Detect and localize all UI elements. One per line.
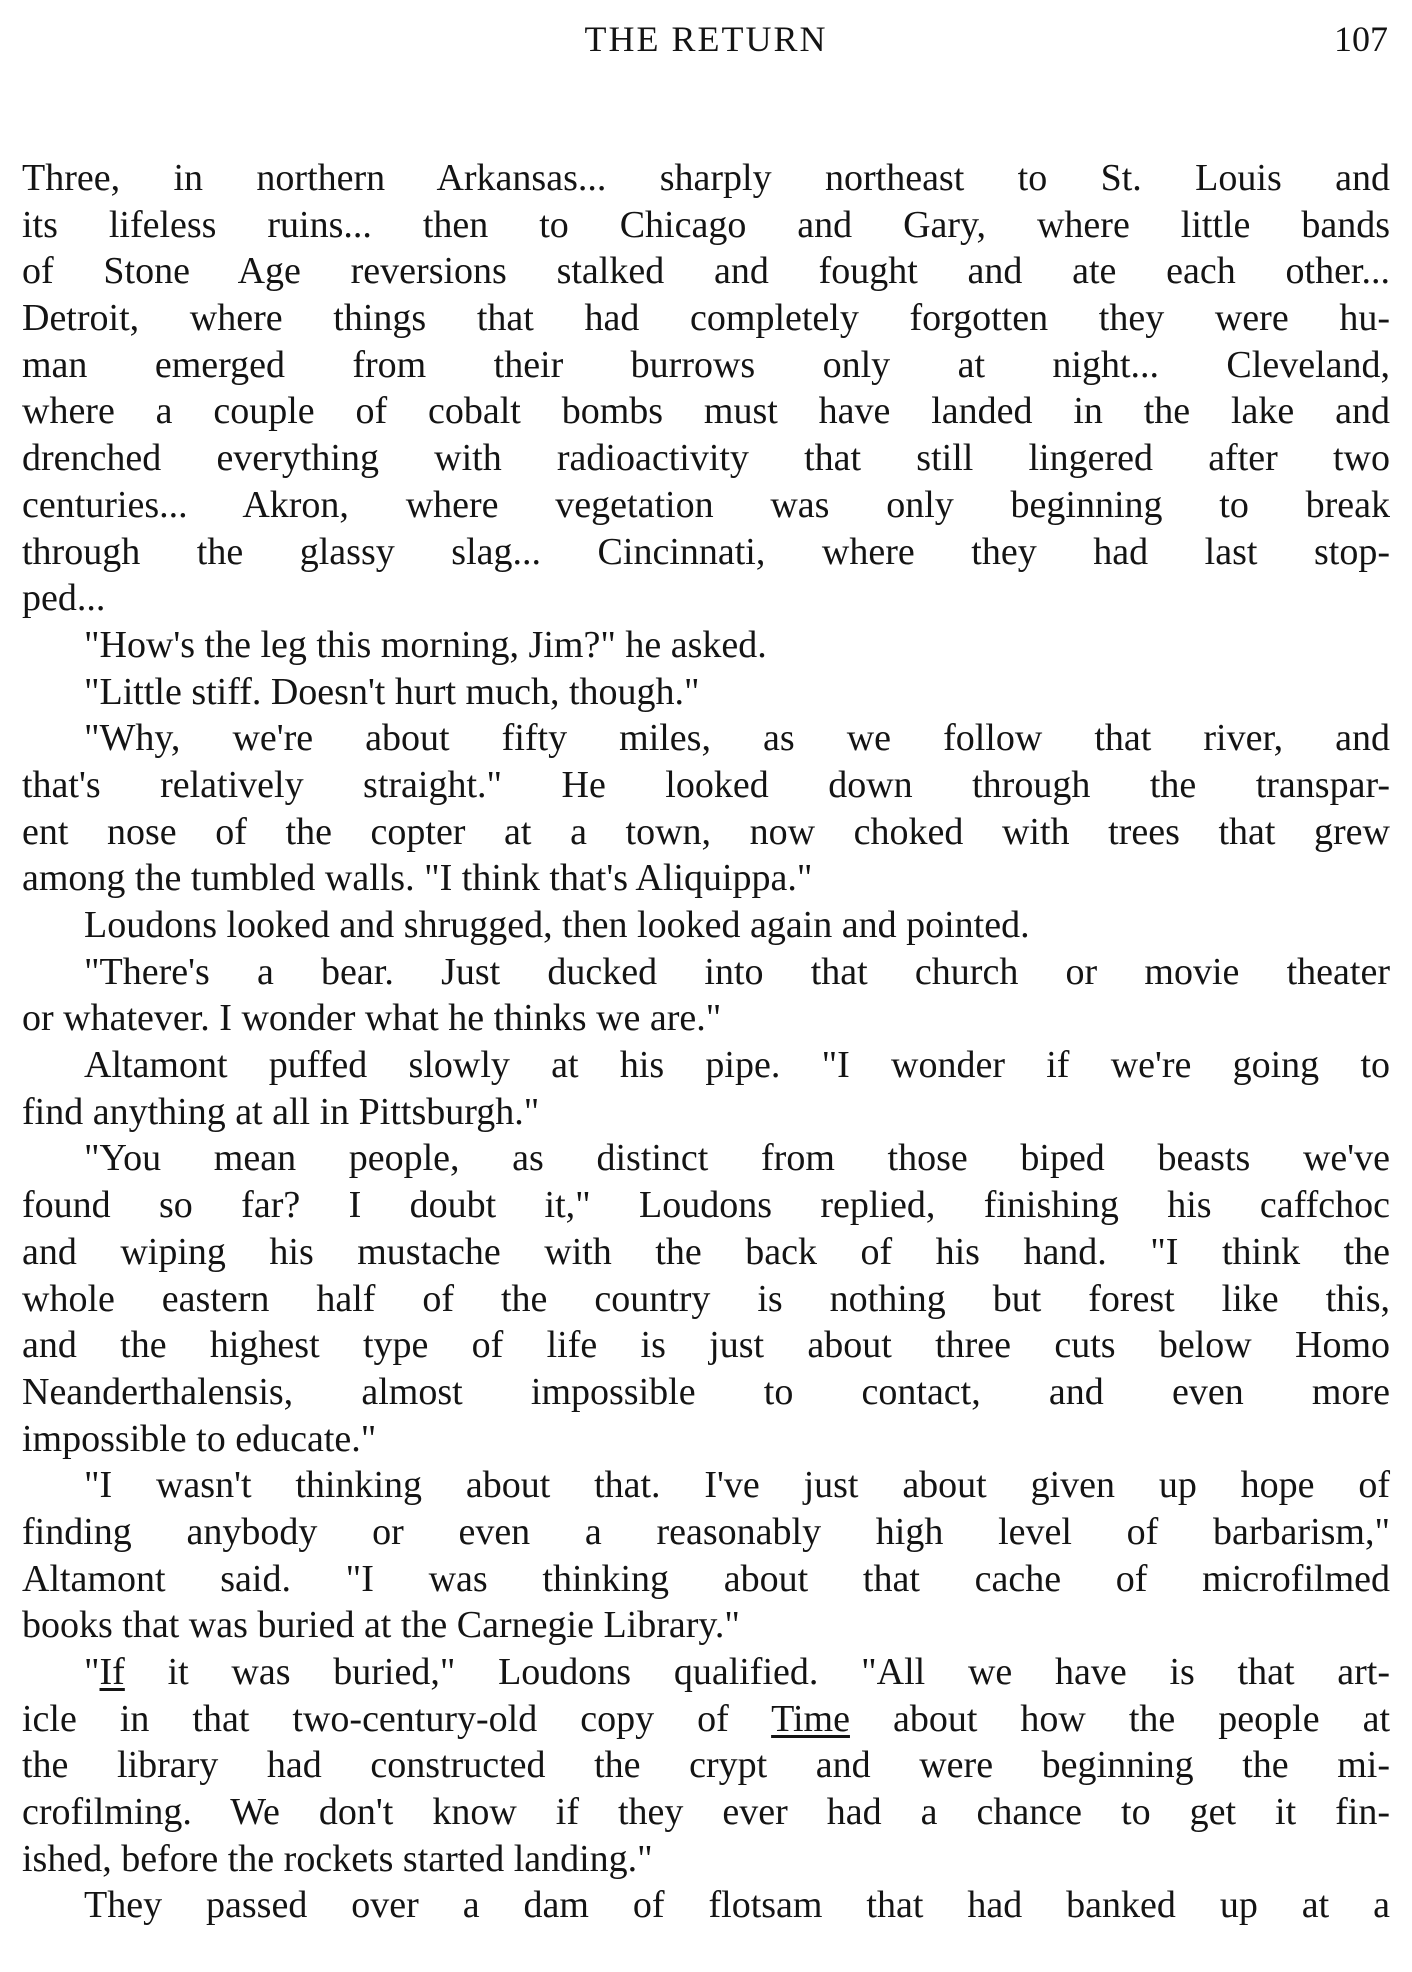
text-line: the library had constructed the crypt and were beginning the mi- — [22, 1744, 1390, 1787]
text-line: of Stone Age reversions stalked and fought and ate each other... — [22, 250, 1390, 293]
text-line: "If it was buried," Loudons qualified. "All we have is that art- — [84, 1651, 1390, 1693]
text-line: drenched everything with radioactivity that still lingered after two — [22, 437, 1390, 480]
text-line: "Little stiff. Doesn't hurt much, though." — [84, 670, 700, 713]
text-line: and the highest type of life is just about three cuts below Homo — [22, 1324, 1390, 1367]
text-line: "I wasn't thinking about that. I've just about given up hope of — [84, 1464, 1390, 1507]
running-head: THE RETURN — [584, 19, 828, 59]
text-line: "There's a bear. Just ducked into that church or movie theater — [84, 950, 1390, 993]
text-line: "Why, we're about fifty miles, as we follow that river, and — [84, 717, 1390, 760]
text-line: crofilming. We don't know if they ever had a chance to get it fin- — [22, 1791, 1390, 1834]
text-line: ent nose of the copter at a town, now choked with trees that grew — [22, 810, 1390, 853]
text-line: Altamont puffed slowly at his pipe. "I wonder if we're going to — [84, 1044, 1390, 1087]
text-line: or whatever. I wonder what he thinks we are." — [22, 997, 722, 1040]
text-line: books that was buried at the Carnegie Library." — [22, 1604, 740, 1647]
page-number: 107 — [1334, 19, 1388, 59]
text-line: finding anybody or even a reasonably high level of barbarism," — [22, 1510, 1390, 1553]
text-line: among the tumbled walls. "I think that's Aliquippa." — [22, 857, 813, 900]
text-line: where a couple of cobalt bombs must have landed in the lake and — [22, 390, 1390, 433]
text-line: found so far? I doubt it," Loudons replied, finishing his caffchoc — [22, 1184, 1390, 1227]
body-text — [22, 155, 1390, 1929]
text-line: Loudons looked and shrugged, then looked again and pointed. — [84, 904, 1030, 946]
text-line: its lifeless ruins... then to Chicago and Gary, where little bands — [22, 203, 1390, 246]
text-line: centuries... Akron, where vegetation was only beginning to break — [22, 483, 1390, 526]
text-line: impossible to educate." — [22, 1417, 377, 1460]
text-line: Altamont said. "I was thinking about that cache of microfilmed — [22, 1557, 1390, 1600]
text-line: through the glassy slag... Cincinnati, where they had last stop- — [22, 530, 1390, 573]
text-line: They passed over a dam of flotsam that had banked up at a — [84, 1884, 1390, 1927]
text-line: "How's the leg this morning, Jim?" he asked. — [84, 623, 767, 666]
page-header — [0, 14, 1412, 64]
text-line: Detroit, where things that had completely forgotten they were hu- — [22, 297, 1390, 340]
text-line: whole eastern half of the country is nothing but forest like this, — [22, 1277, 1390, 1320]
text-line: that's relatively straight." He looked down through the transpar- — [22, 763, 1390, 806]
text-line: and wiping his mustache with the back of his hand. "I think the — [22, 1230, 1390, 1273]
text-line: Neanderthalensis, almost impossible to contact, and even more — [22, 1370, 1390, 1413]
text-line: "You mean people, as distinct from those biped beasts we've — [84, 1137, 1390, 1180]
text-line: Three, in northern Arkansas... sharply northeast to St. Louis and — [22, 157, 1390, 199]
text-line: ped... — [22, 577, 106, 620]
text-line: find anything at all in Pittsburgh." — [22, 1090, 540, 1133]
text-line: ished, before the rockets started landing." — [22, 1837, 653, 1880]
underlined-word: If — [99, 1651, 125, 1693]
text-line: icle in that two-century-old copy of Time about how the people at — [22, 1697, 1390, 1740]
text-line: man emerged from their burrows only at night... Cleveland, — [22, 343, 1390, 386]
underlined-word: Time — [771, 1697, 850, 1740]
